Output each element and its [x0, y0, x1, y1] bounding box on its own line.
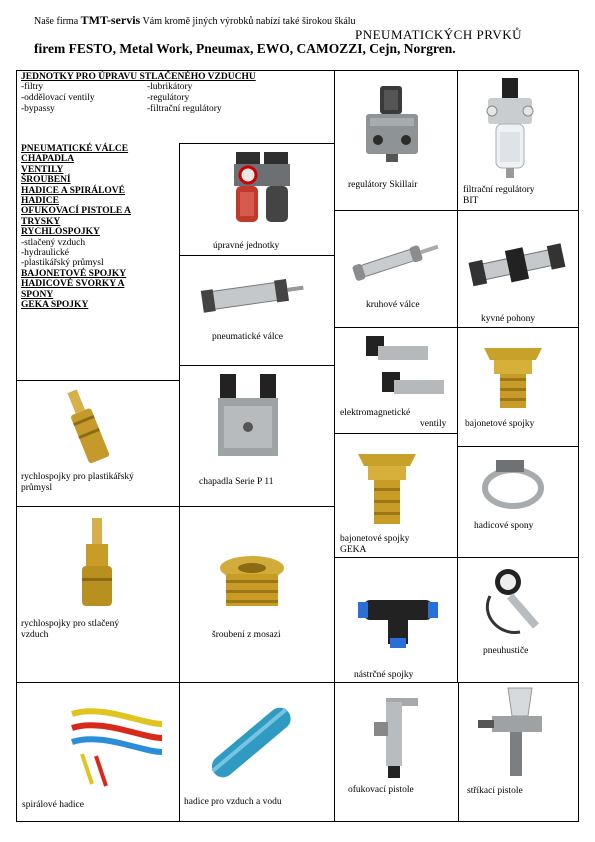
label-kruhove-valce: kruhové válce — [366, 300, 420, 310]
label-hadicove-spony: hadicové spony — [474, 521, 534, 531]
page-title: PNEUMATICKÝCH PRVKŮ — [355, 27, 523, 42]
label-rychlospojky-plast: rychlospojky pro plastikářský průmysl — [21, 472, 134, 493]
label-hadice-vzduch: hadice pro vzduch a vodu — [184, 797, 282, 807]
units-heading: JEDNOTKY PRO ÚPRAVU STLAČENÉHO VZDUCHU — [21, 72, 256, 82]
frl-unit-image — [232, 148, 292, 228]
category-item: -plastikářský průmysl — [21, 258, 104, 269]
label-srouboveni: šroubení z mosazi — [212, 630, 281, 640]
filter-regulator-image — [480, 74, 540, 184]
category-item: HADICE A SPIRÁLOVÉ — [21, 185, 125, 196]
label-elektromagneticke-ventily: elektromagnetické ventily — [340, 408, 447, 429]
label-chapadla: chapadla Serie P 11 — [199, 477, 274, 487]
tyre-inflator-image — [480, 566, 560, 642]
rotary-actuator-image — [466, 243, 566, 287]
label-pneumaticke-valce: pneumatické válce — [212, 332, 283, 342]
category-item: BAJONETOVÉ SPOJKY — [21, 268, 127, 279]
units-list: -filtry -lubrikátory -oddělovací ventily -regulátory -bypassy -filtrační regulátory — [21, 82, 222, 114]
page-subtitle: firem FESTO, Metal Work, Pneumax, EWO, CAMOZZI, Cejn, Norgren. — [34, 41, 456, 56]
label-nastrcne-spojky: nástrčné spojky — [354, 670, 414, 680]
round-cylinder-image — [352, 240, 442, 280]
label-upravne-jednotky: úpravné jednotky — [213, 241, 280, 251]
category-item: TRYSKY — [21, 216, 61, 227]
solenoid-valve-image — [360, 332, 450, 402]
category-item: SPONY — [21, 289, 54, 300]
pneumatic-cylinder-image — [196, 276, 306, 316]
label-strikaci-pistole: stříkací pistole — [467, 786, 523, 796]
category-item: GEKA SPOJKY — [21, 300, 89, 311]
category-list — [21, 144, 131, 311]
spray-gun-image — [478, 688, 558, 782]
air-quick-coupling-image — [72, 518, 122, 614]
label-ofukovaci-pistole: ofukovací pistole — [348, 785, 414, 795]
category-item: CHAPADLA — [21, 154, 75, 165]
label-regulatory-skillair: regulátory Skillair — [348, 180, 418, 190]
blow-gun-image — [366, 692, 426, 782]
bayonet-coupling-image — [478, 338, 548, 414]
category-item: RYCHLOSPOJKY — [21, 227, 100, 238]
label-pneuhustice: pneuhustiče — [483, 646, 529, 656]
air-water-hose-image — [200, 696, 300, 786]
label-filtracni-regulatory: filtrační regulátory BIT — [463, 185, 535, 206]
category-item: OFUKOVACÍ PISTOLE A — [21, 206, 131, 217]
label-bajonetove-spojky: bajonetové spojky — [465, 419, 535, 429]
company-name: TMT-servis — [80, 13, 141, 27]
label-rychlospojky-vzduch: rychlospojky pro stlačený vzduch — [21, 619, 120, 640]
category-item: VENTILY — [21, 164, 64, 175]
category-item: HADICE — [21, 196, 60, 207]
category-item: -hydraulické — [21, 248, 70, 259]
gripper-image — [214, 372, 282, 462]
geka-coupling-image — [352, 444, 422, 530]
push-in-fitting-image — [358, 574, 438, 650]
label-bajonetove-geka: bajonetové spojky GEKA — [340, 534, 410, 555]
category-item: -stlačený vzduch — [21, 237, 86, 248]
category-item: HADICOVÉ SVORKY A — [21, 279, 125, 290]
category-item: PNEUMATICKÉ VÁLCE — [21, 144, 129, 154]
label-spiralove-hadice: spirálové hadice — [22, 800, 84, 810]
regulator-skillair-image — [358, 84, 428, 166]
hose-clamp-image — [478, 456, 548, 512]
intro-text: Naše firma TMT-servis Vám kromě jiných výrobků nabízí také širokou škálu — [34, 13, 356, 27]
spiral-hose-image — [62, 694, 172, 794]
category-item: ŠROUBENÍ — [21, 175, 71, 186]
label-kyvne-pohony: kyvné pohony — [481, 314, 536, 324]
plastic-quick-coupling-image — [58, 388, 118, 468]
brass-fitting-image — [212, 552, 292, 618]
